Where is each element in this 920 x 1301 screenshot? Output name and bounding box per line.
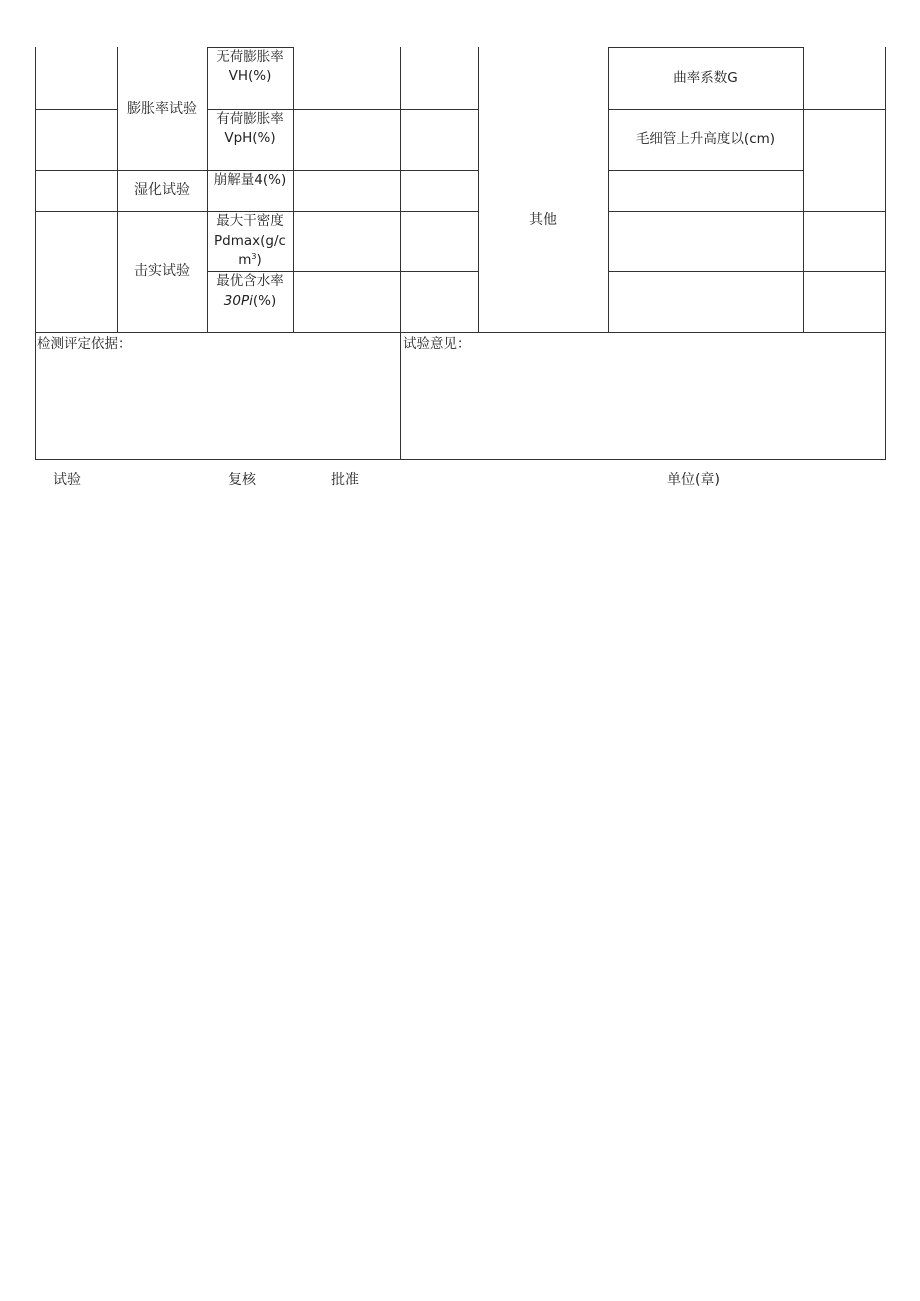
reviewer-label: 复核: [228, 472, 256, 488]
unloaded-swelling-name: 无荷膨胀率: [216, 49, 284, 65]
max-dry-density-name: 最大干密度: [216, 213, 284, 229]
disintegration-amount: 崩解量4(%): [213, 172, 287, 188]
unit-seal-label: 单位(章): [667, 472, 720, 488]
optimum-moisture-symbol: 30Pi(%): [223, 293, 277, 309]
compaction-test-label: 击实试验: [134, 263, 190, 279]
row-line: [35, 109, 117, 110]
col-line: [478, 47, 479, 333]
col-line: [803, 47, 804, 333]
row-line: [35, 332, 886, 333]
loaded-swelling-symbol: VpH(%): [224, 130, 276, 146]
swelling-test-label: 膨胀率试验: [127, 101, 197, 117]
col-line: [35, 47, 36, 460]
row-line: [608, 109, 886, 110]
row-line: [608, 211, 886, 212]
tester-label: 试验: [53, 472, 81, 488]
approver-label: 批准: [331, 472, 359, 488]
col-line: [885, 47, 886, 460]
row-line: [608, 170, 804, 171]
col-line: [400, 47, 401, 460]
evaluation-basis-label: 检测评定依据：: [37, 336, 132, 352]
test-opinion-label: 试验意见：: [403, 336, 471, 352]
capillary-rise-height: 毛细管上升高度以(cm): [635, 131, 776, 147]
test-record-table: [35, 47, 886, 460]
slaking-test-label: 湿化试验: [134, 182, 190, 198]
unloaded-swelling-symbol: VH(%): [228, 68, 272, 84]
max-dry-density-unit: $m^3$): [238, 252, 262, 268]
row-line: [608, 271, 886, 272]
curvature-coefficient: 曲率系数G: [673, 70, 738, 86]
max-dry-density-symbol: Pdmax(g/c: [214, 233, 286, 249]
loaded-swelling-name: 有荷膨胀率: [216, 111, 284, 127]
row-line: [608, 47, 804, 48]
other-label: 其他: [529, 212, 557, 228]
col-line: [293, 47, 294, 333]
optimum-moisture-name: 最优含水率: [216, 273, 284, 289]
row-line: [35, 459, 886, 460]
col-line: [608, 47, 609, 333]
